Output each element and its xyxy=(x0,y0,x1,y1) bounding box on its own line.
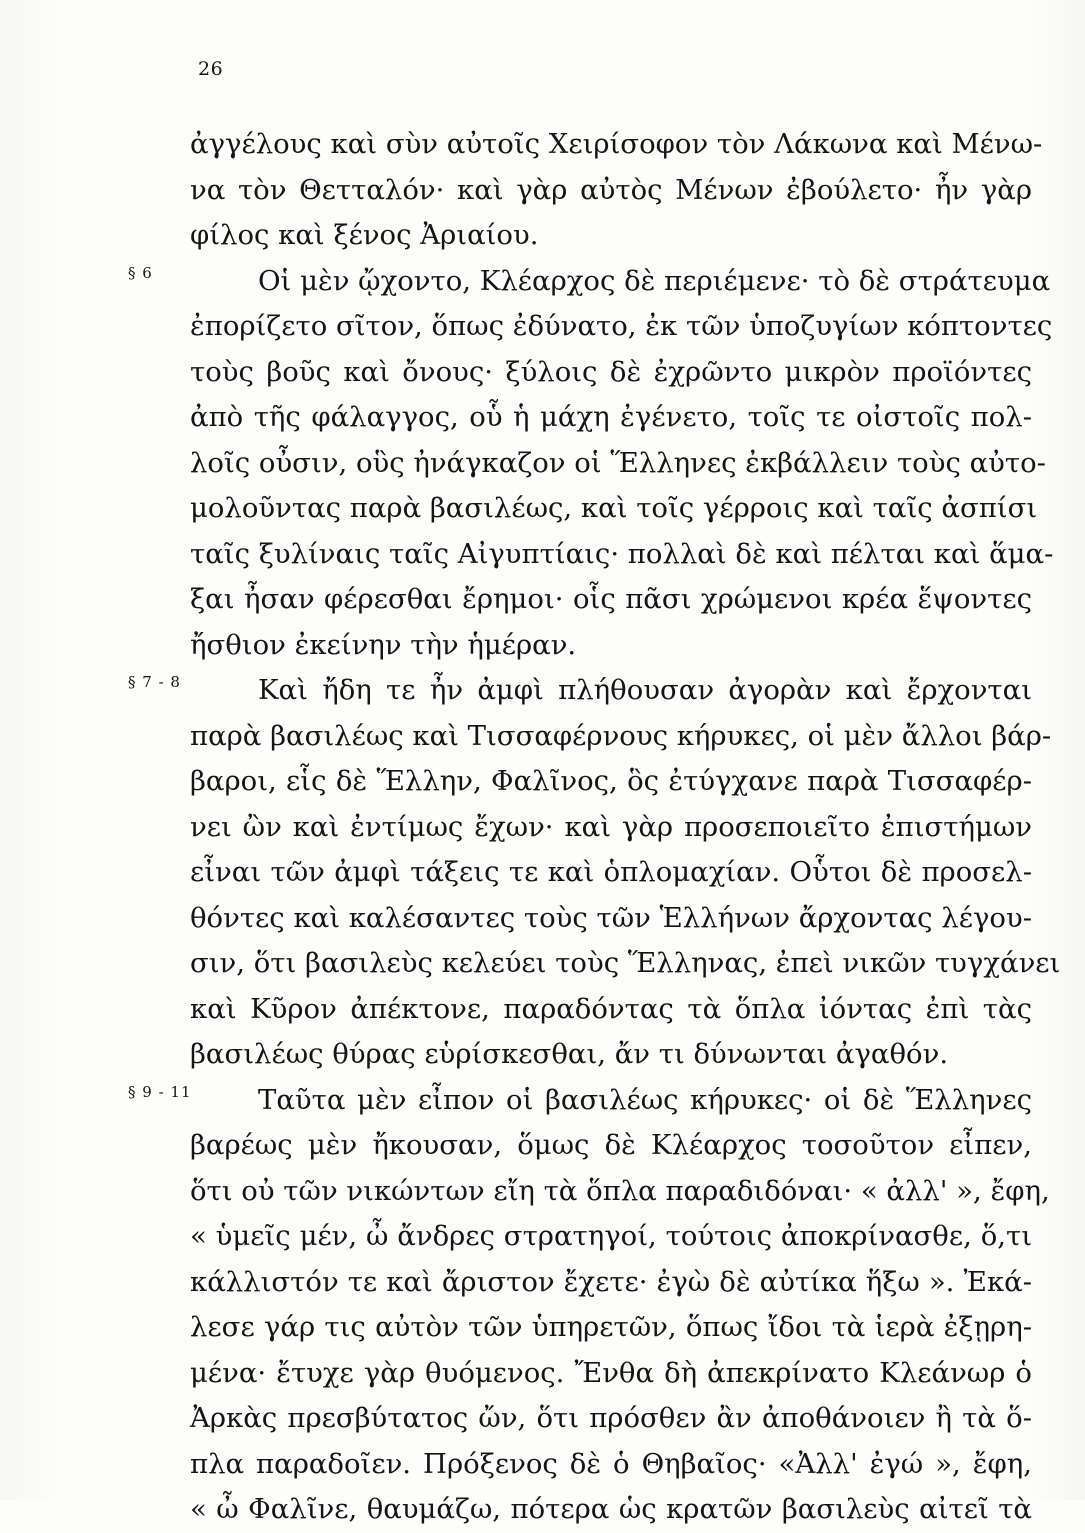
section-marker: § 6 xyxy=(128,263,153,282)
text-line xyxy=(190,577,1032,623)
line-text: βασιλέως θύρας εὑρίσκεσθαι, ἄν τι δύνωνται ἀγαθόν. xyxy=(190,1038,949,1070)
text-line xyxy=(190,850,1032,896)
text-line xyxy=(190,1396,1032,1442)
text-line xyxy=(190,941,1061,987)
line-text: σιν, ὅτι βασιλεὺς κελεύει τοὺς Ἕλληνας, ἐπεὶ νικῶν τυγχάνει xyxy=(190,947,1061,979)
text-line xyxy=(190,987,1032,1033)
line-text: ἤσθιον ἐκείνην τὴν ἡμέραν. xyxy=(190,628,577,661)
line-text: Οἱ μὲν ᾤχοντο, Κλέαρχος δὲ περιέμενε· τὸ δὲ στράτευμα xyxy=(258,264,1051,297)
line-text: ἀγγέλους καὶ σὺν αὐτοῖς Χειρίσοφον τὸν Λάκωνα καὶ Μένω- xyxy=(190,128,1043,160)
line-text: ξαι ἦσαν φέρεσθαι ἔρημοι· οἷς πᾶσι χρώμενοι κρέα ἕψοντες xyxy=(190,583,1032,615)
text-line xyxy=(190,714,1052,760)
text-line xyxy=(190,1351,1032,1397)
text-line xyxy=(190,1214,1032,1260)
text-line xyxy=(190,122,1043,168)
line-text: λεσε γάρ τις αὐτὸν τῶν ὑπηρετῶν, ὅπως ἴδοι τὰ ἱερὰ ἐξῃρη- xyxy=(190,1311,1032,1343)
text-line xyxy=(128,1078,1032,1124)
text-line xyxy=(190,1169,1050,1215)
section-marker: § 9 - 11 xyxy=(128,1082,192,1101)
text-line xyxy=(190,1305,1032,1351)
line-text: μένα· ἔτυχε γὰρ θυόμενος. Ἔνθα δὴ ἀπεκρίνατο Κλεάνωρ ὁ xyxy=(190,1356,1032,1389)
text-line xyxy=(128,259,1051,305)
line-text: βαρέως μὲν ἤκουσαν, ὅμως δὲ Κλέαρχος τοσοῦτον εἶπεν, xyxy=(190,1129,1032,1161)
line-text: παρὰ βασιλέως καὶ Τισσαφέρνους κήρυκες, οἱ μὲν ἄλλοι βάρ- xyxy=(190,719,1052,752)
text-line xyxy=(190,1032,1032,1078)
text-line xyxy=(190,896,1032,942)
line-text: κάλλιστόν τε καὶ ἄριστον ἔχετε· ἐγὼ δὲ αὐτίκα ἥξω ». Ἐκά- xyxy=(190,1265,1032,1298)
text-line xyxy=(190,759,1032,805)
text-line xyxy=(190,395,1032,441)
line-text: Καὶ ἤδη τε ἦν ἀμφὶ πλήθουσαν ἀγορὰν καὶ ἔρχονται xyxy=(258,674,1032,706)
line-text: να τὸν Θετταλόν· καὶ γὰρ αὐτὸς Μένων ἐβούλετο· ἦν γὰρ xyxy=(190,173,1032,206)
text-line xyxy=(190,168,1032,214)
text-line xyxy=(190,1123,1032,1169)
text-line xyxy=(190,350,1032,396)
text-line xyxy=(190,1442,1032,1488)
line-text: Ταῦτα μὲν εἶπον οἱ βασιλέως κήρυκες· οἱ δὲ Ἕλληνες xyxy=(258,1083,1032,1116)
line-text: ἀπὸ τῆς φάλαγγος, οὗ ἡ μάχη ἐγένετο, τοῖς τε οἰστοῖς πολ- xyxy=(190,401,1032,433)
line-text: μολοῦντας παρὰ βασιλέως, καὶ τοῖς γέρροις καὶ ταῖς ἀσπίσι xyxy=(190,492,1038,524)
line-text: Ἀρκὰς πρεσβύτατος ὤν, ὅτι πρόσθεν ἂν ἀποθάνοιεν ἢ τὰ ὅ- xyxy=(190,1402,1032,1434)
line-text: τοὺς βοῦς καὶ ὄνους· ξύλοις δὲ ἐχρῶντο μικρὸν προϊόντες xyxy=(190,355,1032,388)
text-line xyxy=(190,623,1032,669)
line-text: βαροι, εἷς δὲ Ἕλλην, Φαλῖνος, ὃς ἐτύγχανε παρὰ Τισσαφέρ- xyxy=(190,765,1032,797)
text-line xyxy=(190,304,1053,350)
line-text: φίλος καὶ ξένος Ἀριαίου. xyxy=(190,219,539,251)
line-text: « ὦ Φαλῖνε, θαυμάζω, πότερα ὡς κρατῶν βασιλεὺς αἰτεῖ τὰ xyxy=(190,1493,1032,1525)
section-marker: § 7 - 8 xyxy=(128,673,181,691)
text-line xyxy=(190,1487,1032,1533)
text-body xyxy=(128,122,1061,1533)
text-line xyxy=(128,668,1032,714)
line-text: εἶναι τῶν ἀμφὶ τάξεις τε καὶ ὁπλομαχίαν. Οὗτοι δὲ προσελ- xyxy=(190,856,1032,888)
line-text: « ὑμεῖς μέν, ὦ ἄνδρες στρατηγοί, τούτοις ἀποκρίνασθε, ὅ,τι xyxy=(190,1220,1032,1252)
text-line xyxy=(190,441,1046,487)
text-line xyxy=(190,213,1032,259)
line-text: θόντες καὶ καλέσαντες τοὺς τῶν Ἑλλήνων ἄρχοντας λέγου- xyxy=(190,901,1032,934)
text-line xyxy=(190,532,1054,578)
line-text: νει ὢν καὶ ἐντίμως ἔχων· καὶ γὰρ προσεποιεῖτο ἐπιστήμων xyxy=(190,810,1032,843)
line-text: ἐπορίζετο σῖτον, ὅπως ἐδύνατο, ἐκ τῶν ὑποζυγίων κόπτοντες xyxy=(190,310,1053,342)
text-line xyxy=(190,1260,1032,1306)
line-text: πλα παραδοῖεν. Πρόξενος δὲ ὁ Θηβαῖος· «Ἀλλ' ἐγώ », ἔφη, xyxy=(190,1447,1032,1480)
line-text: ὅτι οὐ τῶν νικώντων εἴη τὰ ὅπλα παραδιδόναι· « ἀλλ' », ἔφη, xyxy=(190,1174,1050,1207)
line-text: λοῖς οὖσιν, οὓς ἠνάγκαζον οἱ Ἕλληνες ἐκβάλλειν τοὺς αὐτο- xyxy=(190,446,1046,479)
line-text: ταῖς ξυλίναις ταῖς Αἰγυπτίαις· πολλαὶ δὲ καὶ πέλται καὶ ἅμα- xyxy=(190,537,1054,570)
page-number: 26 xyxy=(198,58,224,80)
text-line xyxy=(190,805,1032,851)
text-line xyxy=(190,486,1038,532)
line-text: καὶ Κῦρον ἀπέκτονε, παραδόντας τὰ ὅπλα ἰόντας ἐπὶ τὰς xyxy=(190,992,1032,1025)
